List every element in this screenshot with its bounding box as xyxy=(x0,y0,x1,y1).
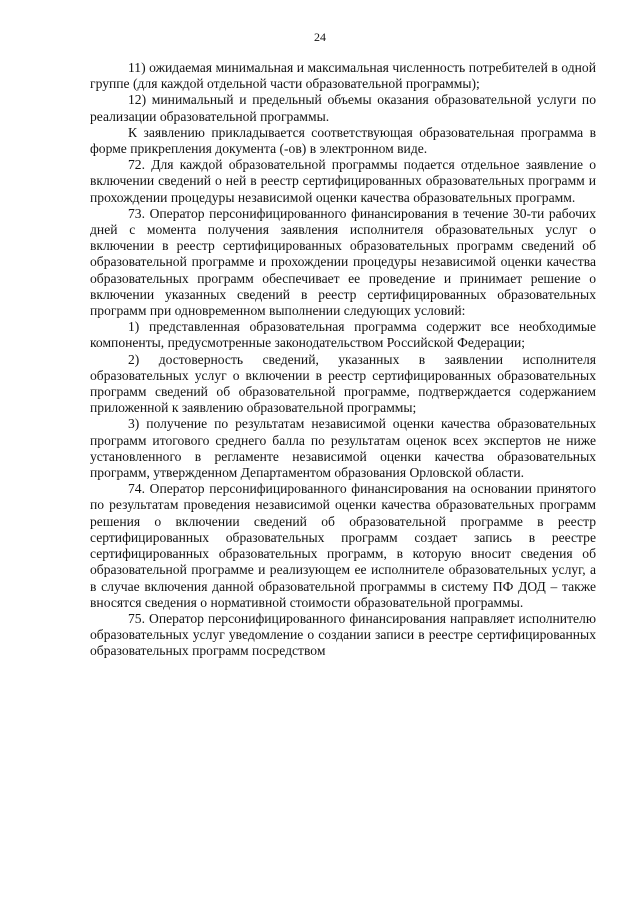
paragraph-item-12: 12) минимальный и предельный объемы оказания образовательной услуги по реализации образовательной программы. xyxy=(90,92,596,124)
paragraph-73-condition-1: 1) представленная образовательная программа содержит все необходимые компоненты, предусмотренные законодательством Российской Федерации; xyxy=(90,319,596,351)
paragraph-75: 75. Оператор персонифицированного финансирования направляет исполнителю образовательных услуг уведомление о создании записи в реестре сертифицированных образовательных программ посредством xyxy=(90,610,596,659)
paragraph-73-condition-2: 2) достоверность сведений, указанных в заявлении исполнителя образовательных услуг о включении в реестр сертифицированных образовательных программ сведений об образовательной программе, подтверждается содержанием приложенной к заявлению образовательной программы; xyxy=(90,351,596,416)
document-body xyxy=(90,60,596,660)
page-number: 24 xyxy=(314,30,326,44)
paragraph-72: 72. Для каждой образовательной программы подается отдельное заявление о включении сведений о ней в реестр сертифицированных образовательных программ и прохождении процедуры независимой оценки качества образовательных программ. xyxy=(90,157,596,205)
paragraph-attachment-note: К заявлению прикладывается соответствующая образовательная программа в форме прикрепления документа (-ов) в электронном виде. xyxy=(90,124,596,157)
paragraph-73-condition-3: 3) получение по результатам независимой оценки качества образовательных программ итогового среднего балла по результатам оценок всех экспертов не ниже установленного в регламенте независимой оценки качества образовательных программ, утвержденном Департаментом образования Орловской области. xyxy=(90,416,596,481)
paragraph-item-11: 11) ожидаемая минимальная и максимальная численность потребителей в одной группе (для каждой отдельной части образовательной программы); xyxy=(90,60,596,92)
paragraph-73: 73. Оператор персонифицированного финансирования в течение 30-ти рабочих дней с момента получения заявления исполнителя образовательных услуг о включении в реестр сертифицированных образовательных программ сведений об образовательной программе и прохождении процедуры независимой оценки качества образовательных программ обеспечивает ее проведение и принимает решение о включении указанных сведений в реестр сертифицированных образовательных программ при одновременном выполнении следующих условий: xyxy=(90,205,596,319)
paragraph-74: 74. Оператор персонифицированного финансирования на основании принятого по результатам проведения независимой оценки качества образовательных программ решения о включении сведений об образовательной программе в реестр сертифицированных образовательных программ создает запись в реестре сертифицированных образовательных программ, в которую вносит сведения об образовательной программе и реализующем ее исполнителе образовательных услуг, а в случае включения данной образовательной программы в систему ПФ ДОД – также вносятся сведения о нормативной стоимости образовательной программы. xyxy=(90,481,596,610)
